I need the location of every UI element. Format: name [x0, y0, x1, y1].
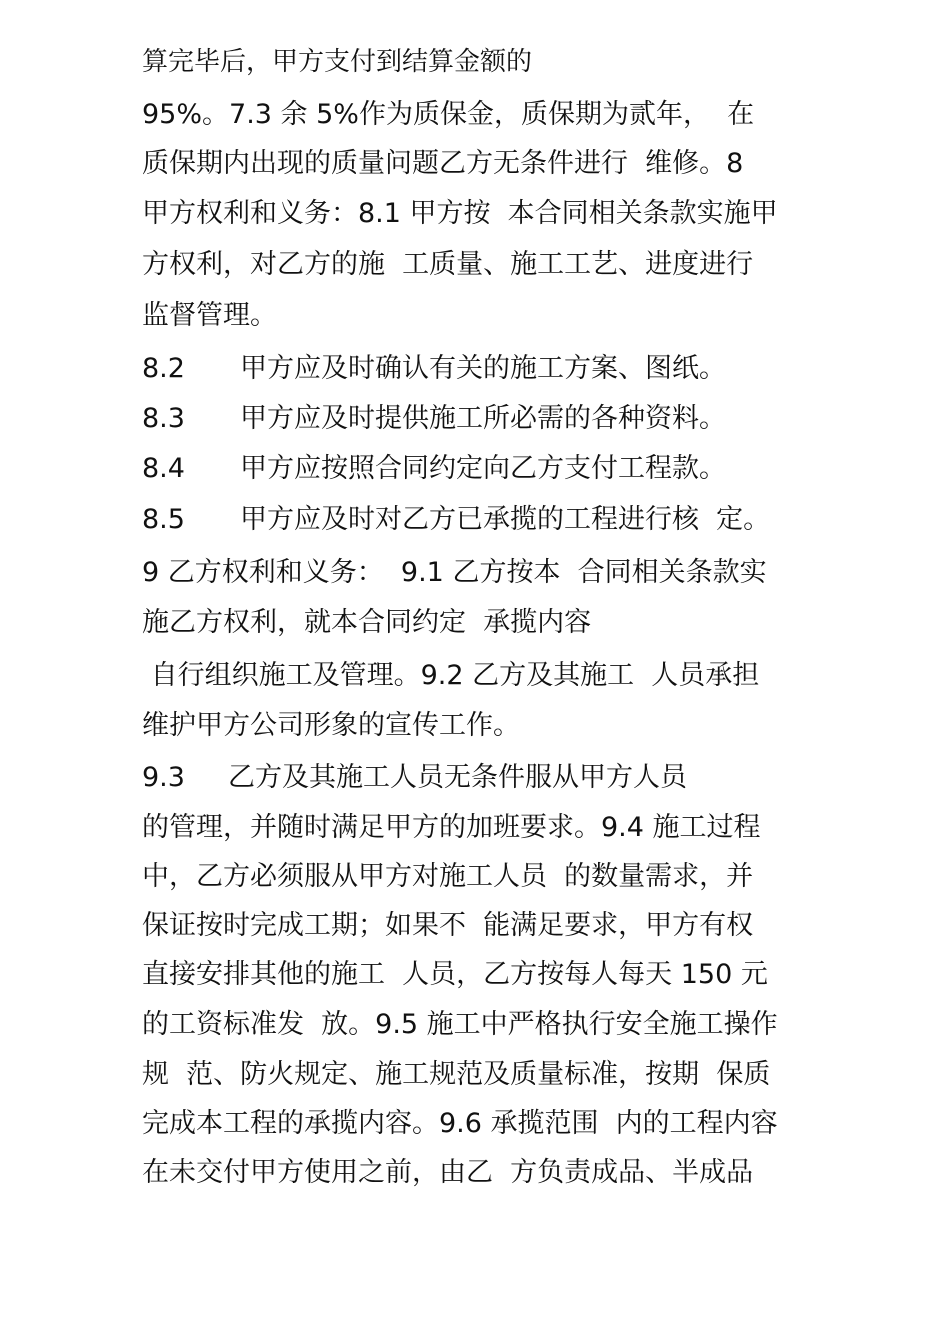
text-line-21: 规 范、防火规定、施工规范及质量标准，按期 保质: [142, 1059, 771, 1090]
clause-number: 8.3: [142, 403, 185, 434]
clause-8-4: [142, 451, 726, 487]
text-line-23: 在未交付甲方使用之前，由乙 方负责成品、半成品: [142, 1157, 754, 1188]
clause-text: 甲方应及时对乙方已承揽的工程进行核 定。: [240, 504, 771, 535]
clause-8-5: [142, 502, 770, 538]
clause-number: 8.2: [142, 353, 185, 384]
text-line-17: 中，乙方必须服从甲方对施工人员 的数量需求，并: [142, 861, 754, 892]
clause-8-2: [142, 351, 726, 387]
clause-text: 乙方及其施工人员无条件服从甲方人员: [228, 762, 687, 793]
text-line-5: 方权利，对乙方的施 工质量、施工工艺、进度进行: [142, 249, 754, 280]
clause-text: 甲方应及时提供施工所必需的各种资料。: [240, 403, 726, 434]
text-line-3: 质保期内出现的质量问题乙方无条件进行 维修。8: [142, 148, 744, 179]
text-line-16: 的管理，并随时满足甲方的加班要求。9.4 施工过程: [142, 812, 761, 843]
text-line-20: 的工资标准发 放。9.5 施工中严格执行安全施工操作: [142, 1009, 778, 1040]
text-line-22: 完成本工程的承揽内容。9.6 承揽范围 内的工程内容: [142, 1108, 778, 1139]
clause-8-3: [142, 401, 726, 437]
clause-number: 8.5: [142, 504, 185, 535]
text-line-12: 施乙方权利，就本合同约定 承揽内容: [142, 607, 592, 638]
text-line-18: 保证按时完成工期；如果不 能满足要求，甲方有权: [142, 910, 754, 941]
text-line-11: 9 乙方权利和义务： 9.1 乙方按本 合同相关条款实: [142, 557, 767, 588]
clause-number: 8.4: [142, 453, 185, 484]
text-line-4: 甲方权利和义务：8.1 甲方按 本合同相关条款实施甲: [142, 198, 778, 229]
text-line-14: 维护甲方公司形象的宣传工作。: [142, 710, 520, 741]
text-line-13: 自行组织施工及管理。9.2 乙方及其施工 人员承担: [142, 660, 760, 691]
text-line-1: 算完毕后，甲方支付到结算金额的: [142, 47, 533, 77]
text-line-6: 监督管理。: [142, 300, 277, 331]
clause-9-3: [142, 760, 687, 796]
clause-text: 甲方应按照合同约定向乙方支付工程款。: [240, 453, 726, 484]
text-line-2: 95%。7.3 余 5%作为质保金，质保期为贰年， 在: [142, 99, 755, 130]
clause-number: 9.3: [142, 762, 185, 793]
text-line-19: 直接安排其他的施工 人员，乙方按每人每天 150 元: [142, 959, 768, 990]
clause-text: 甲方应及时确认有关的施工方案、图纸。: [240, 353, 726, 384]
